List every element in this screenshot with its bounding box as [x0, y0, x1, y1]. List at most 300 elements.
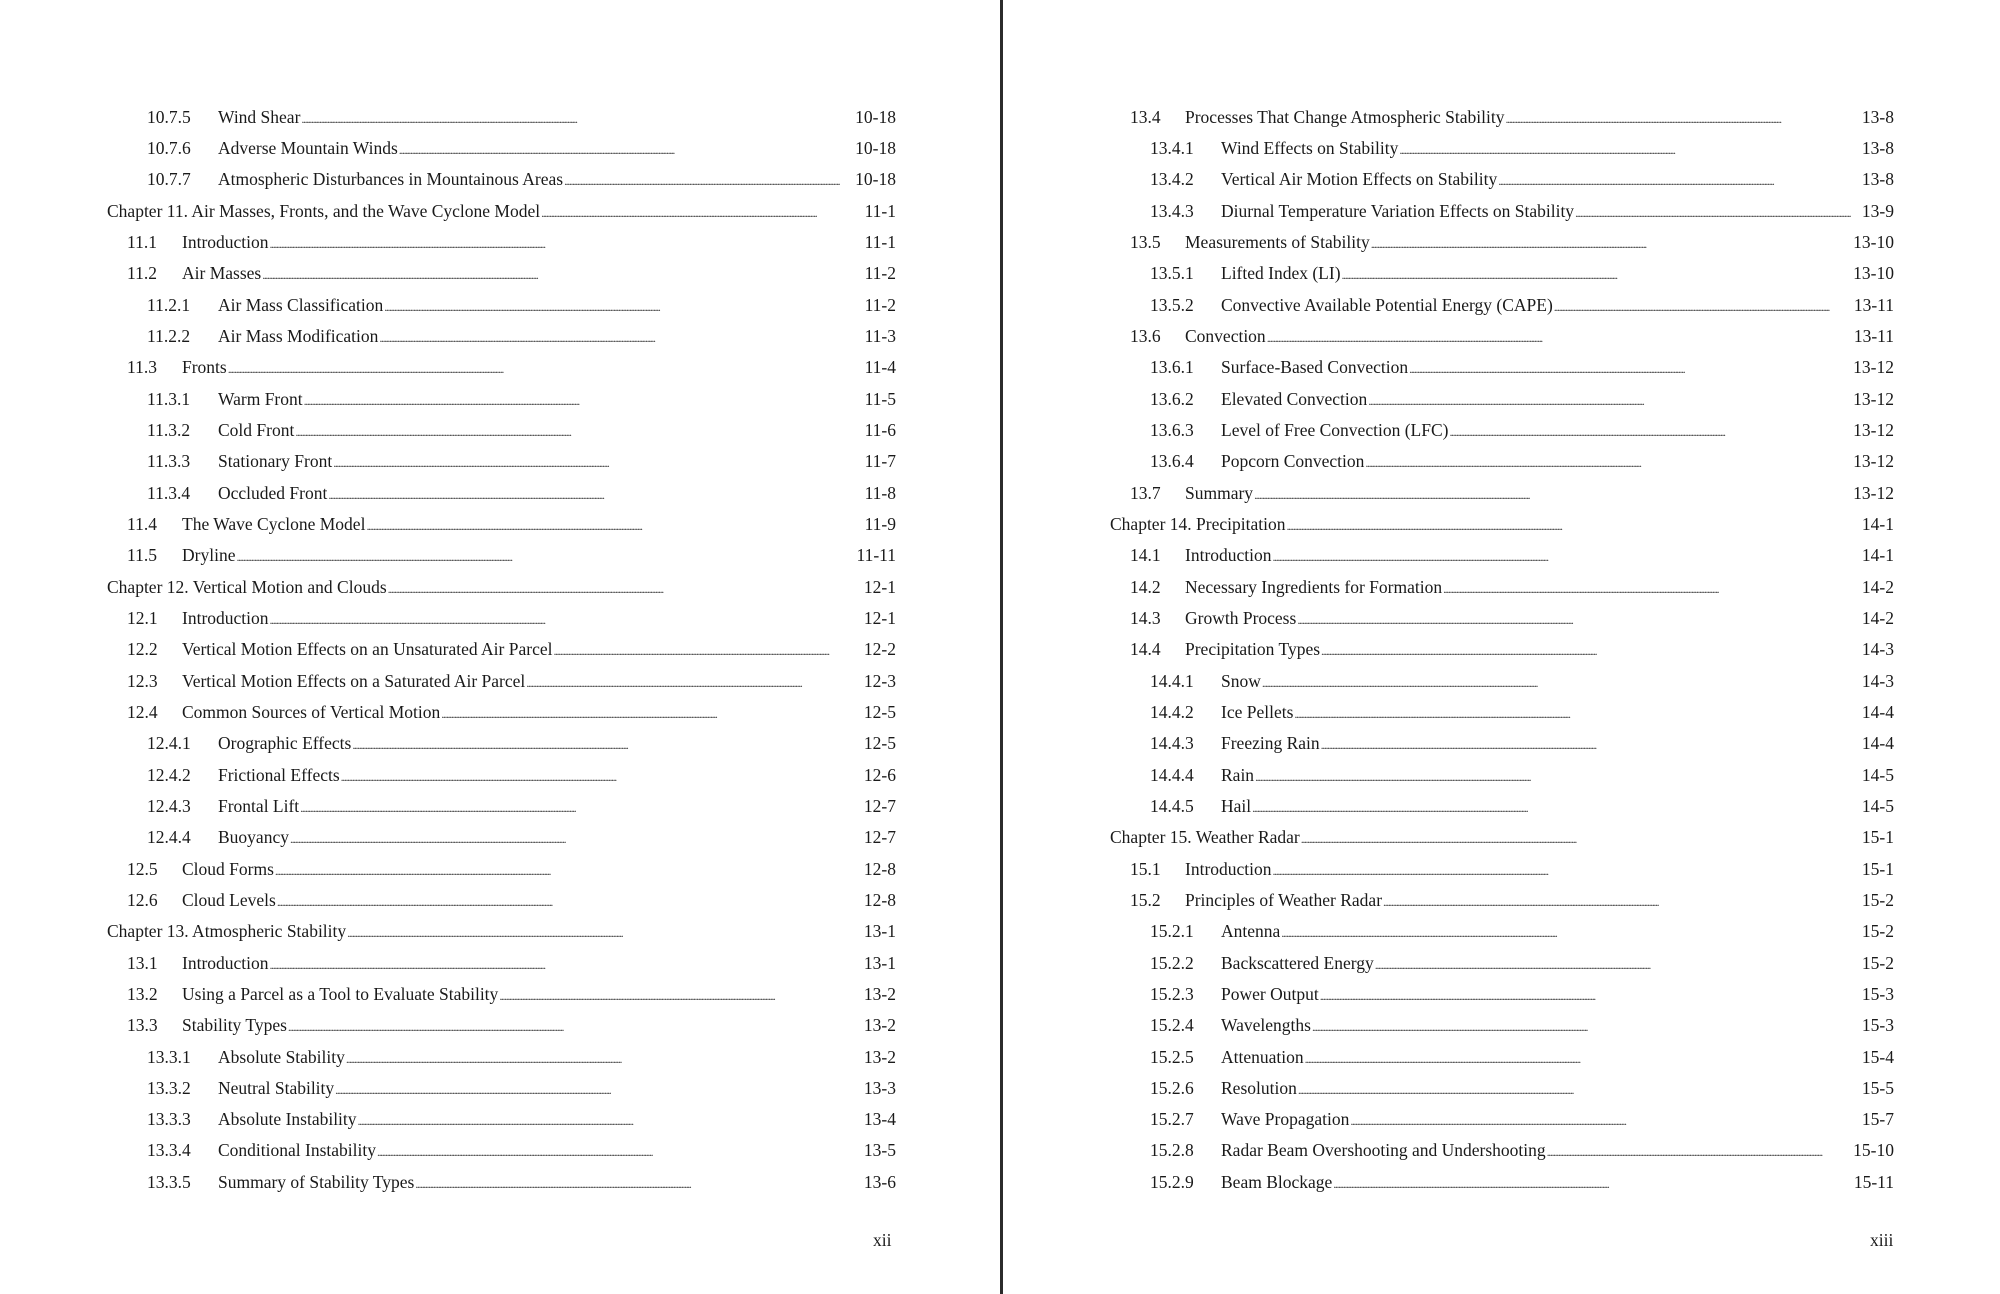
entry-title: Stability Types — [182, 1015, 287, 1036]
dot-leader — [1254, 483, 1852, 505]
dot-leader — [1506, 107, 1861, 129]
entry-title: Convection — [1185, 325, 1266, 346]
section-number: 12.3 — [127, 670, 158, 691]
section-number: 11.2.2 — [147, 325, 191, 346]
section-number: 14.4 — [1130, 639, 1161, 660]
section-number: 15.2.5 — [1150, 1046, 1194, 1067]
toc-entry[interactable] — [1110, 352, 1894, 383]
section-number: 13.7 — [1130, 482, 1161, 503]
toc-entry[interactable] — [107, 508, 896, 539]
dot-leader — [399, 138, 854, 160]
entry-page-number: 13-6 — [863, 1171, 896, 1192]
entry-title: Neutral Stability — [218, 1077, 335, 1098]
toc-entry[interactable] — [1110, 759, 1894, 790]
dot-leader — [262, 263, 863, 285]
entry-title: Backscattered Energy — [1221, 952, 1374, 973]
entry-title: Principles of Weather Radar — [1185, 889, 1383, 910]
entry-title: Necessary Ingredients for Formation — [1185, 576, 1443, 597]
entry-title: Adverse Mountain Winds — [218, 137, 398, 158]
toc-entry[interactable] — [107, 1104, 896, 1135]
dot-leader — [1383, 890, 1861, 912]
dot-leader — [1371, 232, 1852, 254]
entry-title: Orographic Effects — [218, 733, 352, 754]
toc-entry[interactable] — [107, 446, 896, 477]
toc-entry[interactable] — [107, 947, 896, 978]
toc-entry[interactable] — [1110, 195, 1894, 226]
table-of-contents-left — [107, 101, 896, 1197]
toc-chapter-entry[interactable] — [107, 195, 896, 226]
toc-entry[interactable] — [107, 352, 896, 383]
toc-entry[interactable] — [107, 477, 896, 508]
toc-entry[interactable] — [1110, 132, 1894, 163]
dot-leader — [1312, 1015, 1861, 1037]
toc-chapter-entry[interactable] — [1110, 822, 1894, 853]
entry-title: Lifted Index (LI) — [1221, 263, 1341, 284]
section-number: 13.4.2 — [1150, 169, 1194, 190]
entry-title: Radar Beam Overshooting and Undershooting — [1221, 1140, 1546, 1161]
dot-leader — [1320, 984, 1861, 1006]
section-number: 13.6.3 — [1150, 419, 1194, 440]
entry-page-number: 11-4 — [864, 357, 896, 378]
section-number: 15.2.7 — [1150, 1109, 1194, 1130]
toc-entry[interactable] — [1110, 1010, 1894, 1041]
section-number: 13.3.2 — [147, 1077, 191, 1098]
entry-page-number: 11-2 — [864, 294, 896, 315]
dot-leader — [328, 483, 863, 505]
entry-title: Chapter 15. Weather Radar — [1110, 827, 1300, 848]
toc-entry[interactable] — [1110, 916, 1894, 947]
entry-page-number: 14-3 — [1861, 639, 1894, 660]
entry-page-number: 12-6 — [863, 764, 896, 785]
toc-entry[interactable] — [1110, 790, 1894, 821]
dot-leader — [341, 765, 863, 787]
dot-leader — [377, 1140, 863, 1162]
section-number: 11.3.2 — [147, 419, 191, 440]
entry-title: Air Mass Classification — [218, 294, 384, 315]
dot-leader — [275, 859, 863, 881]
toc-entry[interactable] — [107, 884, 896, 915]
toc-entry[interactable] — [107, 414, 896, 445]
entry-page-number: 11-8 — [864, 482, 896, 503]
entry-title: Absolute Instability — [218, 1109, 357, 1130]
entry-page-number: 14-2 — [1861, 576, 1894, 597]
entry-page-number: 13-2 — [863, 1015, 896, 1036]
toc-entry[interactable] — [107, 132, 896, 163]
dot-leader — [379, 326, 863, 348]
dot-leader — [366, 514, 863, 536]
toc-entry[interactable] — [1110, 101, 1894, 132]
toc-entry[interactable] — [107, 790, 896, 821]
section-number: 11.3.4 — [147, 482, 191, 503]
toc-entry[interactable] — [107, 665, 896, 696]
section-number: 13.1 — [127, 952, 158, 973]
entry-page-number: 13-5 — [863, 1140, 896, 1161]
entry-title: Antenna — [1221, 921, 1281, 942]
entry-title: Warm Front — [218, 388, 303, 409]
section-number: 11.2.1 — [147, 294, 191, 315]
toc-entry[interactable] — [1110, 853, 1894, 884]
entry-title: Resolution — [1221, 1077, 1297, 1098]
dot-leader — [1443, 577, 1861, 599]
section-number: 15.2.1 — [1150, 921, 1194, 942]
dot-leader — [1547, 1140, 1853, 1162]
toc-entry[interactable] — [1110, 884, 1894, 915]
entry-page-number: 12-8 — [863, 858, 896, 879]
entry-page-number: 13-12 — [1853, 451, 1894, 472]
section-number: 13.4.3 — [1150, 200, 1194, 221]
entry-page-number: 13-8 — [1861, 106, 1894, 127]
dot-leader — [295, 420, 863, 442]
section-number: 13.3.4 — [147, 1140, 191, 1161]
dot-leader — [1350, 1109, 1861, 1131]
entry-title: Cloud Forms — [182, 858, 274, 879]
toc-chapter-entry[interactable] — [1110, 508, 1894, 539]
toc-entry[interactable] — [1110, 164, 1894, 195]
entry-page-number: 14-1 — [1861, 545, 1894, 566]
entry-page-number: 11-1 — [864, 231, 896, 252]
entry-title: Introduction — [1185, 858, 1272, 879]
entry-page-number: 15-2 — [1861, 889, 1894, 910]
entry-title: Chapter 14. Precipitation — [1110, 513, 1286, 534]
dot-leader — [352, 733, 863, 755]
entry-title: Introduction — [182, 952, 269, 973]
dot-leader — [1267, 326, 1853, 348]
dot-leader — [1273, 545, 1861, 567]
entry-page-number: 14-4 — [1861, 733, 1894, 754]
toc-entry[interactable] — [107, 634, 896, 665]
toc-entry[interactable] — [107, 164, 896, 195]
toc-entry[interactable] — [107, 101, 896, 132]
entry-title: Measurements of Stability — [1185, 231, 1370, 252]
section-number: 14.4.3 — [1150, 733, 1194, 754]
entry-page-number: 10-18 — [855, 106, 896, 127]
toc-entry[interactable] — [1110, 728, 1894, 759]
section-number: 12.4 — [127, 701, 158, 722]
dot-leader — [301, 107, 854, 129]
section-number: 12.4.1 — [147, 733, 191, 754]
toc-entry[interactable] — [107, 383, 896, 414]
entry-page-number: 13-12 — [1853, 482, 1894, 503]
entry-title: Precipitation Types — [1185, 639, 1321, 660]
entry-title: Conditional Instability — [218, 1140, 376, 1161]
section-number: 15.2.3 — [1150, 983, 1194, 1004]
dot-leader — [1297, 608, 1861, 630]
dot-leader — [236, 545, 855, 567]
toc-entry[interactable] — [107, 853, 896, 884]
entry-title: Absolute Stability — [218, 1046, 345, 1067]
section-number: 13.6.4 — [1150, 451, 1194, 472]
section-number: 13.4.1 — [1150, 137, 1194, 158]
entry-page-number: 12-7 — [863, 795, 896, 816]
section-number: 10.7.6 — [147, 137, 191, 158]
entry-title: Introduction — [182, 607, 269, 628]
entry-page-number: 15-3 — [1861, 983, 1894, 1004]
toc-entry[interactable] — [107, 978, 896, 1009]
entry-page-number: 13-12 — [1853, 357, 1894, 378]
entry-page-number: 15-11 — [1853, 1171, 1894, 1192]
toc-entry[interactable] — [107, 1041, 896, 1072]
entry-page-number: 15-4 — [1861, 1046, 1894, 1067]
toc-entry[interactable] — [1110, 1135, 1894, 1166]
entry-title: Diurnal Temperature Variation Effects on Stability — [1221, 200, 1575, 221]
toc-chapter-entry[interactable] — [107, 571, 896, 602]
section-number: 11.1 — [127, 231, 157, 252]
entry-page-number: 15-3 — [1861, 1015, 1894, 1036]
toc-entry[interactable] — [1110, 540, 1894, 571]
entry-title: Surface-Based Convection — [1221, 357, 1409, 378]
entry-title: Ice Pellets — [1221, 701, 1294, 722]
toc-entry[interactable] — [107, 1135, 896, 1166]
entry-page-number: 13-1 — [863, 952, 896, 973]
toc-entry[interactable] — [1110, 978, 1894, 1009]
section-number: 13.2 — [127, 983, 158, 1004]
section-number: 14.2 — [1130, 576, 1161, 597]
entry-title: Air Mass Modification — [218, 325, 379, 346]
entry-page-number: 14-4 — [1861, 701, 1894, 722]
entry-page-number: 13-12 — [1853, 419, 1894, 440]
entry-title: Attenuation — [1221, 1046, 1304, 1067]
entry-title: Growth Process — [1185, 607, 1297, 628]
section-number: 12.5 — [127, 858, 158, 879]
entry-title: Chapter 13. Atmospheric Stability — [107, 921, 347, 942]
section-number: 13.5.2 — [1150, 294, 1194, 315]
toc-entry[interactable] — [1110, 1041, 1894, 1072]
toc-entry[interactable] — [1110, 1072, 1894, 1103]
toc-entry[interactable] — [1110, 1166, 1894, 1197]
entry-page-number: 11-9 — [864, 513, 896, 534]
dot-leader — [347, 921, 863, 943]
entry-title: Air Masses — [182, 263, 262, 284]
toc-entry[interactable] — [1110, 696, 1894, 727]
toc-entry[interactable] — [107, 1166, 896, 1197]
entry-title: Atmospheric Disturbances in Mountainous Areas — [218, 169, 564, 190]
section-number: 15.1 — [1130, 858, 1161, 879]
entry-title: Introduction — [1185, 545, 1272, 566]
entry-title: Using a Parcel as a Tool to Evaluate Stability — [182, 983, 499, 1004]
entry-page-number: 12-5 — [863, 701, 896, 722]
entry-title: Summary of Stability Types — [218, 1171, 415, 1192]
entry-page-number: 13-10 — [1853, 231, 1894, 252]
toc-entry[interactable] — [107, 696, 896, 727]
entry-page-number: 15-1 — [1861, 827, 1894, 848]
dot-leader — [1321, 733, 1861, 755]
entry-title: Vertical Motion Effects on a Saturated Air Parcel — [182, 670, 526, 691]
dot-leader — [1301, 827, 1861, 849]
entry-page-number: 13-8 — [1861, 137, 1894, 158]
section-number: 13.4 — [1130, 106, 1161, 127]
entry-title: Introduction — [182, 231, 269, 252]
dot-leader — [1333, 1172, 1853, 1194]
entry-title: Popcorn Convection — [1221, 451, 1365, 472]
section-number: 13.3 — [127, 1015, 158, 1036]
dot-leader — [1399, 138, 1861, 160]
toc-entry[interactable] — [1110, 571, 1894, 602]
entry-page-number: 13-8 — [1861, 169, 1894, 190]
section-number: 11.3.3 — [147, 451, 191, 472]
dot-leader — [270, 232, 864, 254]
section-number: 15.2.2 — [1150, 952, 1194, 973]
toc-entry[interactable] — [107, 1072, 896, 1103]
dot-leader — [1498, 169, 1861, 191]
entry-page-number: 11-7 — [864, 451, 896, 472]
entry-title: Wave Propagation — [1221, 1109, 1350, 1130]
section-number: 15.2.9 — [1150, 1171, 1194, 1192]
section-number: 13.5.1 — [1150, 263, 1194, 284]
toc-entry[interactable] — [1110, 383, 1894, 414]
entry-title: Fronts — [182, 357, 227, 378]
section-number: 13.3.5 — [147, 1171, 191, 1192]
toc-entry[interactable] — [1110, 947, 1894, 978]
dot-leader — [1252, 796, 1861, 818]
dot-leader — [304, 389, 864, 411]
section-number: 12.4.3 — [147, 795, 191, 816]
section-number: 10.7.5 — [147, 106, 191, 127]
section-number: 12.2 — [127, 639, 158, 660]
section-number: 12.4.2 — [147, 764, 191, 785]
entry-page-number: 12-8 — [863, 889, 896, 910]
section-number: 15.2 — [1130, 889, 1161, 910]
toc-entry[interactable] — [107, 540, 896, 571]
dot-leader — [499, 984, 863, 1006]
entry-page-number: 10-18 — [855, 169, 896, 190]
entry-page-number: 12-7 — [863, 827, 896, 848]
dot-leader — [384, 295, 863, 317]
entry-page-number: 13-3 — [863, 1077, 896, 1098]
entry-title: Cold Front — [218, 419, 295, 440]
toc-entry[interactable] — [107, 289, 896, 320]
dot-leader — [1321, 639, 1861, 661]
entry-title: Dryline — [182, 545, 236, 566]
toc-entry[interactable] — [1110, 602, 1894, 633]
dot-leader — [300, 796, 863, 818]
dot-leader — [270, 608, 863, 630]
entry-title: Frontal Lift — [218, 795, 300, 816]
entry-page-number: 13-9 — [1861, 200, 1894, 221]
entry-page-number: 13-2 — [863, 983, 896, 1004]
entry-title: Convective Available Potential Energy (CAPE) — [1221, 294, 1553, 315]
entry-page-number: 11-2 — [864, 263, 896, 284]
toc-entry[interactable] — [1110, 1104, 1894, 1135]
section-number: 11.3.1 — [147, 388, 191, 409]
dot-leader — [1554, 295, 1853, 317]
section-number: 13.6 — [1130, 325, 1161, 346]
dot-leader — [1262, 671, 1861, 693]
entry-page-number: 11-5 — [864, 388, 896, 409]
entry-page-number: 13-4 — [863, 1109, 896, 1130]
entry-title: Chapter 11. Air Masses, Fronts, and the Wave Cyclone Model — [107, 200, 541, 221]
entry-title: Vertical Air Motion Effects on Stability — [1221, 169, 1498, 190]
section-number: 13.6.2 — [1150, 388, 1194, 409]
section-number: 13.6.1 — [1150, 357, 1194, 378]
entry-page-number: 13-2 — [863, 1046, 896, 1067]
entry-page-number: 14-1 — [1861, 513, 1894, 534]
toc-entry[interactable] — [107, 728, 896, 759]
dot-leader — [228, 357, 864, 379]
toc-entry[interactable] — [1110, 414, 1894, 445]
entry-page-number: 14-5 — [1861, 795, 1894, 816]
dot-leader — [270, 953, 863, 975]
page-divider — [1000, 0, 1003, 1294]
entry-title: Summary — [1185, 482, 1254, 503]
section-number: 14.4.4 — [1150, 764, 1194, 785]
entry-page-number: 15-5 — [1861, 1077, 1894, 1098]
dot-leader — [277, 890, 863, 912]
dot-leader — [564, 169, 854, 191]
entry-page-number: 11-11 — [856, 545, 896, 566]
section-number: 15.2.6 — [1150, 1077, 1194, 1098]
toc-entry[interactable] — [1110, 289, 1894, 320]
entry-page-number: 13-11 — [1853, 294, 1894, 315]
toc-entry[interactable] — [1110, 477, 1894, 508]
toc-entry[interactable] — [107, 320, 896, 351]
dot-leader — [553, 639, 862, 661]
toc-entry[interactable] — [1110, 320, 1894, 351]
toc-entry[interactable] — [107, 822, 896, 853]
entry-page-number: 15-1 — [1861, 858, 1894, 879]
toc-entry[interactable] — [1110, 258, 1894, 289]
toc-entry[interactable] — [107, 759, 896, 790]
section-number: 13.3.1 — [147, 1046, 191, 1067]
dot-leader — [1281, 921, 1861, 943]
entry-page-number: 13-1 — [863, 921, 896, 942]
toc-entry[interactable] — [1110, 226, 1894, 257]
section-number: 11.3 — [127, 357, 157, 378]
dot-leader — [290, 827, 863, 849]
toc-chapter-entry[interactable] — [107, 916, 896, 947]
section-number: 11.4 — [127, 513, 157, 534]
entry-title: The Wave Cyclone Model — [182, 513, 366, 534]
toc-entry[interactable] — [107, 602, 896, 633]
entry-title: Cloud Levels — [182, 889, 276, 910]
entry-page-number: 10-18 — [855, 137, 896, 158]
dot-leader — [1294, 702, 1861, 724]
entry-title: Processes That Change Atmospheric Stability — [1185, 106, 1505, 127]
toc-entry[interactable] — [107, 226, 896, 257]
entry-title: Rain — [1221, 764, 1255, 785]
entry-title: Hail — [1221, 795, 1252, 816]
entry-page-number: 11-1 — [864, 200, 896, 221]
entry-title: Elevated Convection — [1221, 388, 1368, 409]
entry-page-number: 11-6 — [864, 419, 896, 440]
toc-entry[interactable] — [107, 1010, 896, 1041]
dot-leader — [1286, 514, 1860, 536]
entry-page-number: 12-1 — [863, 607, 896, 628]
dot-leader — [541, 201, 863, 223]
dot-leader — [346, 1047, 863, 1069]
toc-entry[interactable] — [1110, 665, 1894, 696]
entry-title: Freezing Rain — [1221, 733, 1320, 754]
dot-leader — [388, 577, 863, 599]
entry-title: Wind Effects on Stability — [1221, 137, 1399, 158]
toc-entry[interactable] — [107, 258, 896, 289]
dot-leader — [358, 1109, 863, 1131]
section-number: 12.1 — [127, 607, 158, 628]
page-number: xiii — [1870, 1230, 1894, 1250]
entry-title: Frictional Effects — [218, 764, 340, 785]
entry-title: Buoyancy — [218, 827, 289, 848]
dot-leader — [1305, 1047, 1861, 1069]
dot-leader — [526, 671, 863, 693]
dot-leader — [1409, 357, 1852, 379]
entry-title: Occluded Front — [218, 482, 328, 503]
dot-leader — [1255, 765, 1861, 787]
entry-page-number: 15-2 — [1861, 952, 1894, 973]
toc-entry[interactable] — [1110, 446, 1894, 477]
entry-page-number: 15-10 — [1853, 1140, 1894, 1161]
dot-leader — [1365, 451, 1852, 473]
toc-entry[interactable] — [1110, 634, 1894, 665]
entry-title: Common Sources of Vertical Motion — [182, 701, 441, 722]
